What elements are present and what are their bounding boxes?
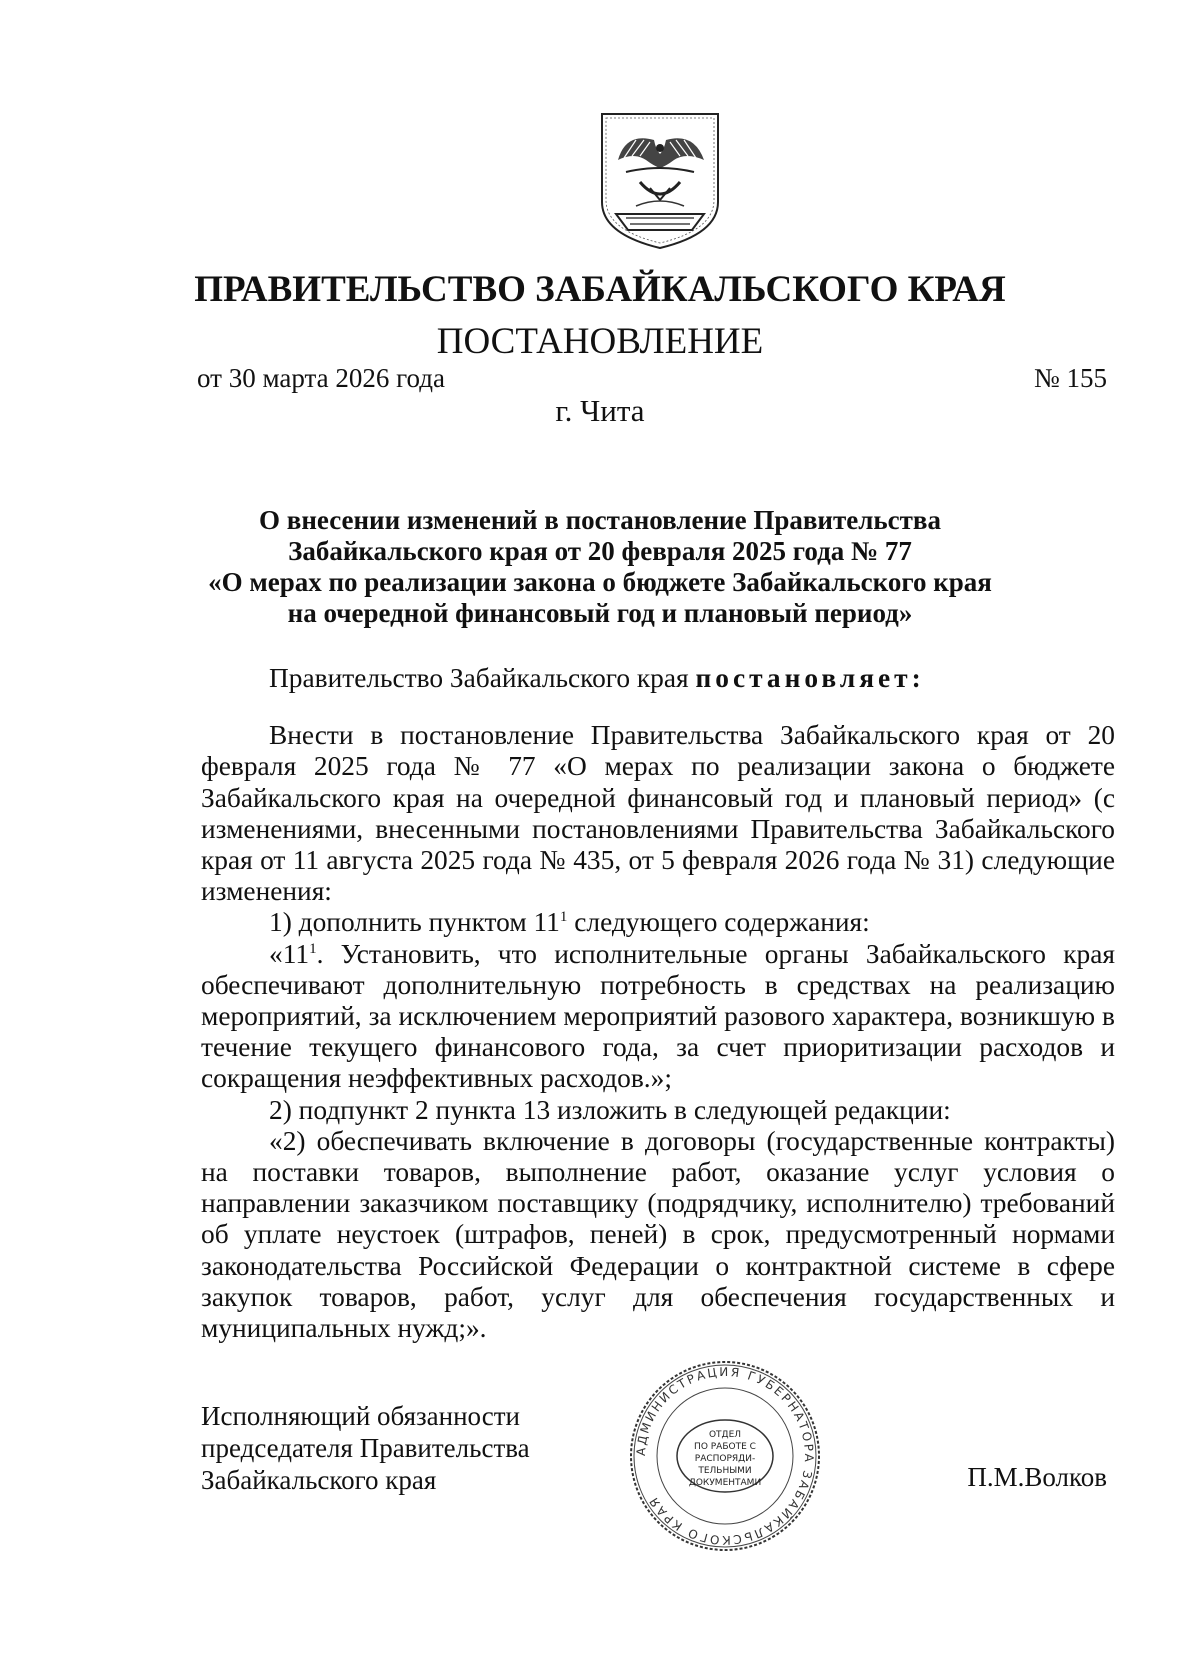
body-paragraph (201, 907, 1115, 938)
preamble-text: Правительство Забайкальского края (269, 663, 696, 693)
subject-line: О внесении изменений в постановление Правительства (259, 505, 941, 535)
text-run: . Установить, что исполнительные органы Забайкальского края обеспечивают дополнительную потребность в средствах на реализацию мероприятий, за исключением мероприятий разового характера, возникшую в течение текущего финансового года, за счет приоритизации расходов и сокращения неэффективных расходов.»; (201, 938, 1115, 1094)
superscript: 1 (309, 940, 317, 957)
body-paragraph: 2) подпункт 2 пункта 13 изложить в следующей редакции: (269, 1094, 951, 1125)
signatory-line: Исполняющий обязанности (201, 1401, 520, 1431)
document-body (201, 663, 1115, 1344)
official-stamp (627, 1358, 823, 1554)
subject-line: на очередной финансовый год и плановый период» (287, 598, 913, 628)
text-run: 1) дополнить пунктом 11 (269, 907, 560, 938)
signatory-line: председателя Правительства (201, 1433, 530, 1463)
stamp-inner-line: ТЕЛЬНЫМИ (698, 1466, 752, 1476)
document-number: № 155 (1033, 363, 1107, 393)
body-paragraph: «2) обеспечивать включение в договоры (государственные контракты) на поставки товаров, выполнение работ, оказание услуг условия о направлении заказчиком поставщику (подрядчику, исполнителю) требований об уплате неустоек (штрафов, пеней) в срок, предусмотренный нормами законодательства Российской Федерации о контрактной системе в сфере закупок товаров, работ, услуг для обеспечения государственных и муниципальных нужд;». (201, 1125, 1115, 1344)
document-date: от 30 марта 2026 года (197, 363, 445, 393)
stamp-inner-line: ОТДЕЛ (708, 1430, 742, 1440)
document-type: ПОСТАНОВЛЕНИЕ (436, 321, 764, 362)
body-paragraph: Внести в постановление Правительства Забайкальского края от 20 февраля 2025 года № 77 «О мерах по реализации закона о бюджете Забайкальского края на очередной финансовый год и плановый период» (с изменениями, внесенными постановлениями Правительства Забайкальского края от 11 августа 2025 года № 435, от 5 февраля 2026 года № 31) следующие изменения: (201, 720, 1115, 907)
signatory-position (201, 1400, 530, 1496)
coat-of-arms-emblem (596, 110, 724, 250)
superscript: 1 (559, 909, 568, 926)
stamp-inner-line: ДОКУМЕНТАМИ (688, 1478, 762, 1488)
text-run: следующего содержания: (567, 907, 870, 938)
stamp-inner-line: ПО РАБОТЕ С (694, 1442, 756, 1452)
organization-title: ПРАВИТЕЛЬСТВО ЗАБАЙКАЛЬСКОГО КРАЯ (194, 269, 1006, 310)
subject-line: Забайкальского края от 20 февраля 2025 года № 77 (288, 536, 912, 566)
signatory-line: Забайкальского края (201, 1465, 437, 1495)
stamp-inner-line: РАСПОРЯДИ- (694, 1454, 756, 1464)
text-run: «11 (269, 938, 310, 969)
document-city: г. Чита (555, 393, 645, 428)
signatory-name: П.М.Волков (967, 1462, 1107, 1492)
subject-line: «О мерах по реализации закона о бюджете Забайкальского края (208, 567, 992, 597)
document-subject (170, 505, 1030, 629)
preamble-keyword: постановляет: (695, 663, 925, 693)
body-paragraph (201, 939, 1115, 1095)
preamble (201, 663, 1115, 694)
stamp-outer-text: АДМИНИСТРАЦИЯ ГУБЕРНАТОРА ЗАБАЙКАЛЬСКОГО КРАЯ (633, 1364, 817, 1548)
